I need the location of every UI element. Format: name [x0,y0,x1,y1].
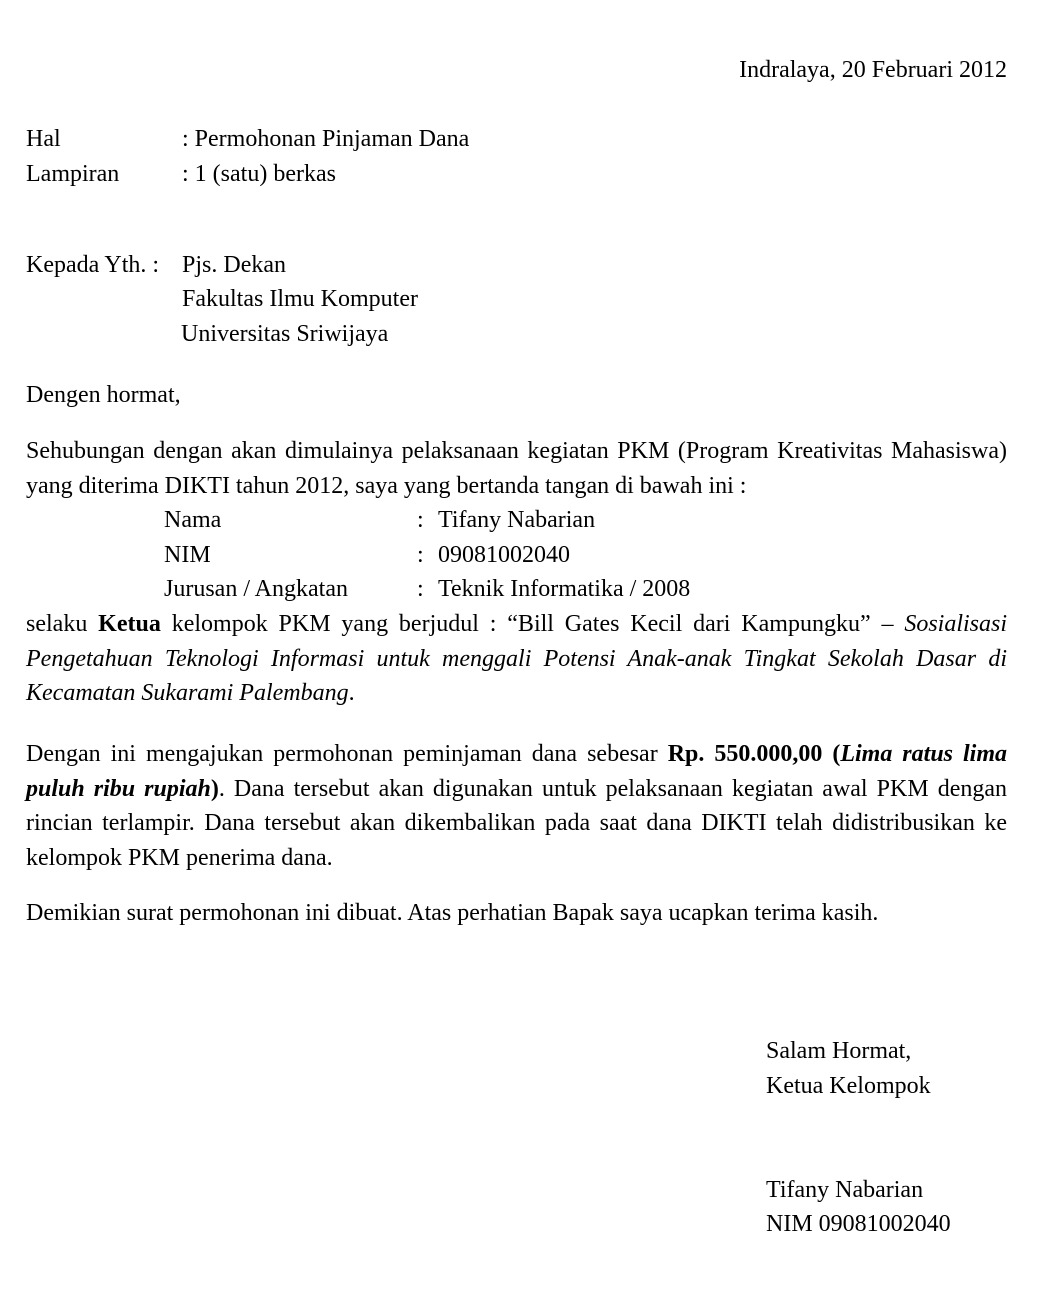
request-rest: . Dana tersebut akan digunakan untuk pelaksanaan kegiatan awal PKM dengan rincian terlampir. Dana tersebut akan dikembalikan pada saat dana DIKTI telah didistribusikan ke kelompok PKM penerima dana. [26,775,1007,871]
role-prefix: selaku [26,611,88,637]
project-title: Sosialisasi Pengetahuan Teknologi Informasi untuk menggali Potensi Anak-anak Tingkat Sekolah Dasar di Kecamatan Sukarami Palembang [26,611,1008,706]
attachment-label: Lampiran [26,161,120,187]
role-bold: Ketua [98,611,161,637]
request-paragraph [26,737,1007,875]
request-amount-close: ) [210,775,219,802]
recipient-line: Pjs. Dekan [182,252,286,278]
place-date: Indralaya, 20 Februari 2012 [739,57,1007,83]
request-prefix: Dengan ini mengajukan permohonan peminjaman dana sebesar [26,741,658,767]
recipient-line: Universitas Sriwijaya [181,321,389,347]
greeting: Dengen hormat, [26,382,181,408]
identity-label: Nama [164,507,222,533]
role-middle: kelompok PKM yang berjudul : “Bill Gates Kecil dari Kampungku” – [171,611,894,637]
identity-label: Jurusan / Angkatan [164,576,348,602]
subject-value: : Permohonan Pinjaman Dana [182,126,470,152]
identity-value: Tifany Nabarian [438,507,596,533]
recipient-label: Kepada Yth. : [26,252,160,278]
request-amount-words: Lima ratus lima puluh ribu rupiah [26,741,1007,802]
subject-label: Hal [26,126,61,152]
recipient-line: Fakultas Ilmu Komputer [182,286,418,312]
identity-colon: : [417,576,424,602]
attachment-value: : 1 (satu) berkas [182,161,336,187]
signer-role: Ketua Kelompok [766,1073,931,1099]
identity-colon: : [417,507,424,533]
identity-colon: : [417,542,424,568]
signer-name: Tifany Nabarian [766,1177,924,1203]
identity-value: 09081002040 [438,542,570,568]
closing-sentence: Demikian surat permohonan ini dibuat. Atas perhatian Bapak saya ucapkan terima kasih. [26,900,879,926]
signer-nim: NIM 09081002040 [766,1211,951,1237]
request-amount: Rp. 550.000,00 ( [667,741,841,767]
role-paragraph [26,607,1007,711]
intro-paragraph: Sehubungan dengan akan dimulainya pelaksanaan kegiatan PKM (Program Kreativitas Mahasiswa) yang diterima DIKTI tahun 2012, saya yang bertanda tangan di bawah ini : [26,438,1007,499]
identity-label: NIM [164,542,211,568]
salutation: Salam Hormat, [766,1038,912,1064]
project-title-end: . [348,680,355,706]
identity-value: Teknik Informatika / 2008 [438,576,691,602]
